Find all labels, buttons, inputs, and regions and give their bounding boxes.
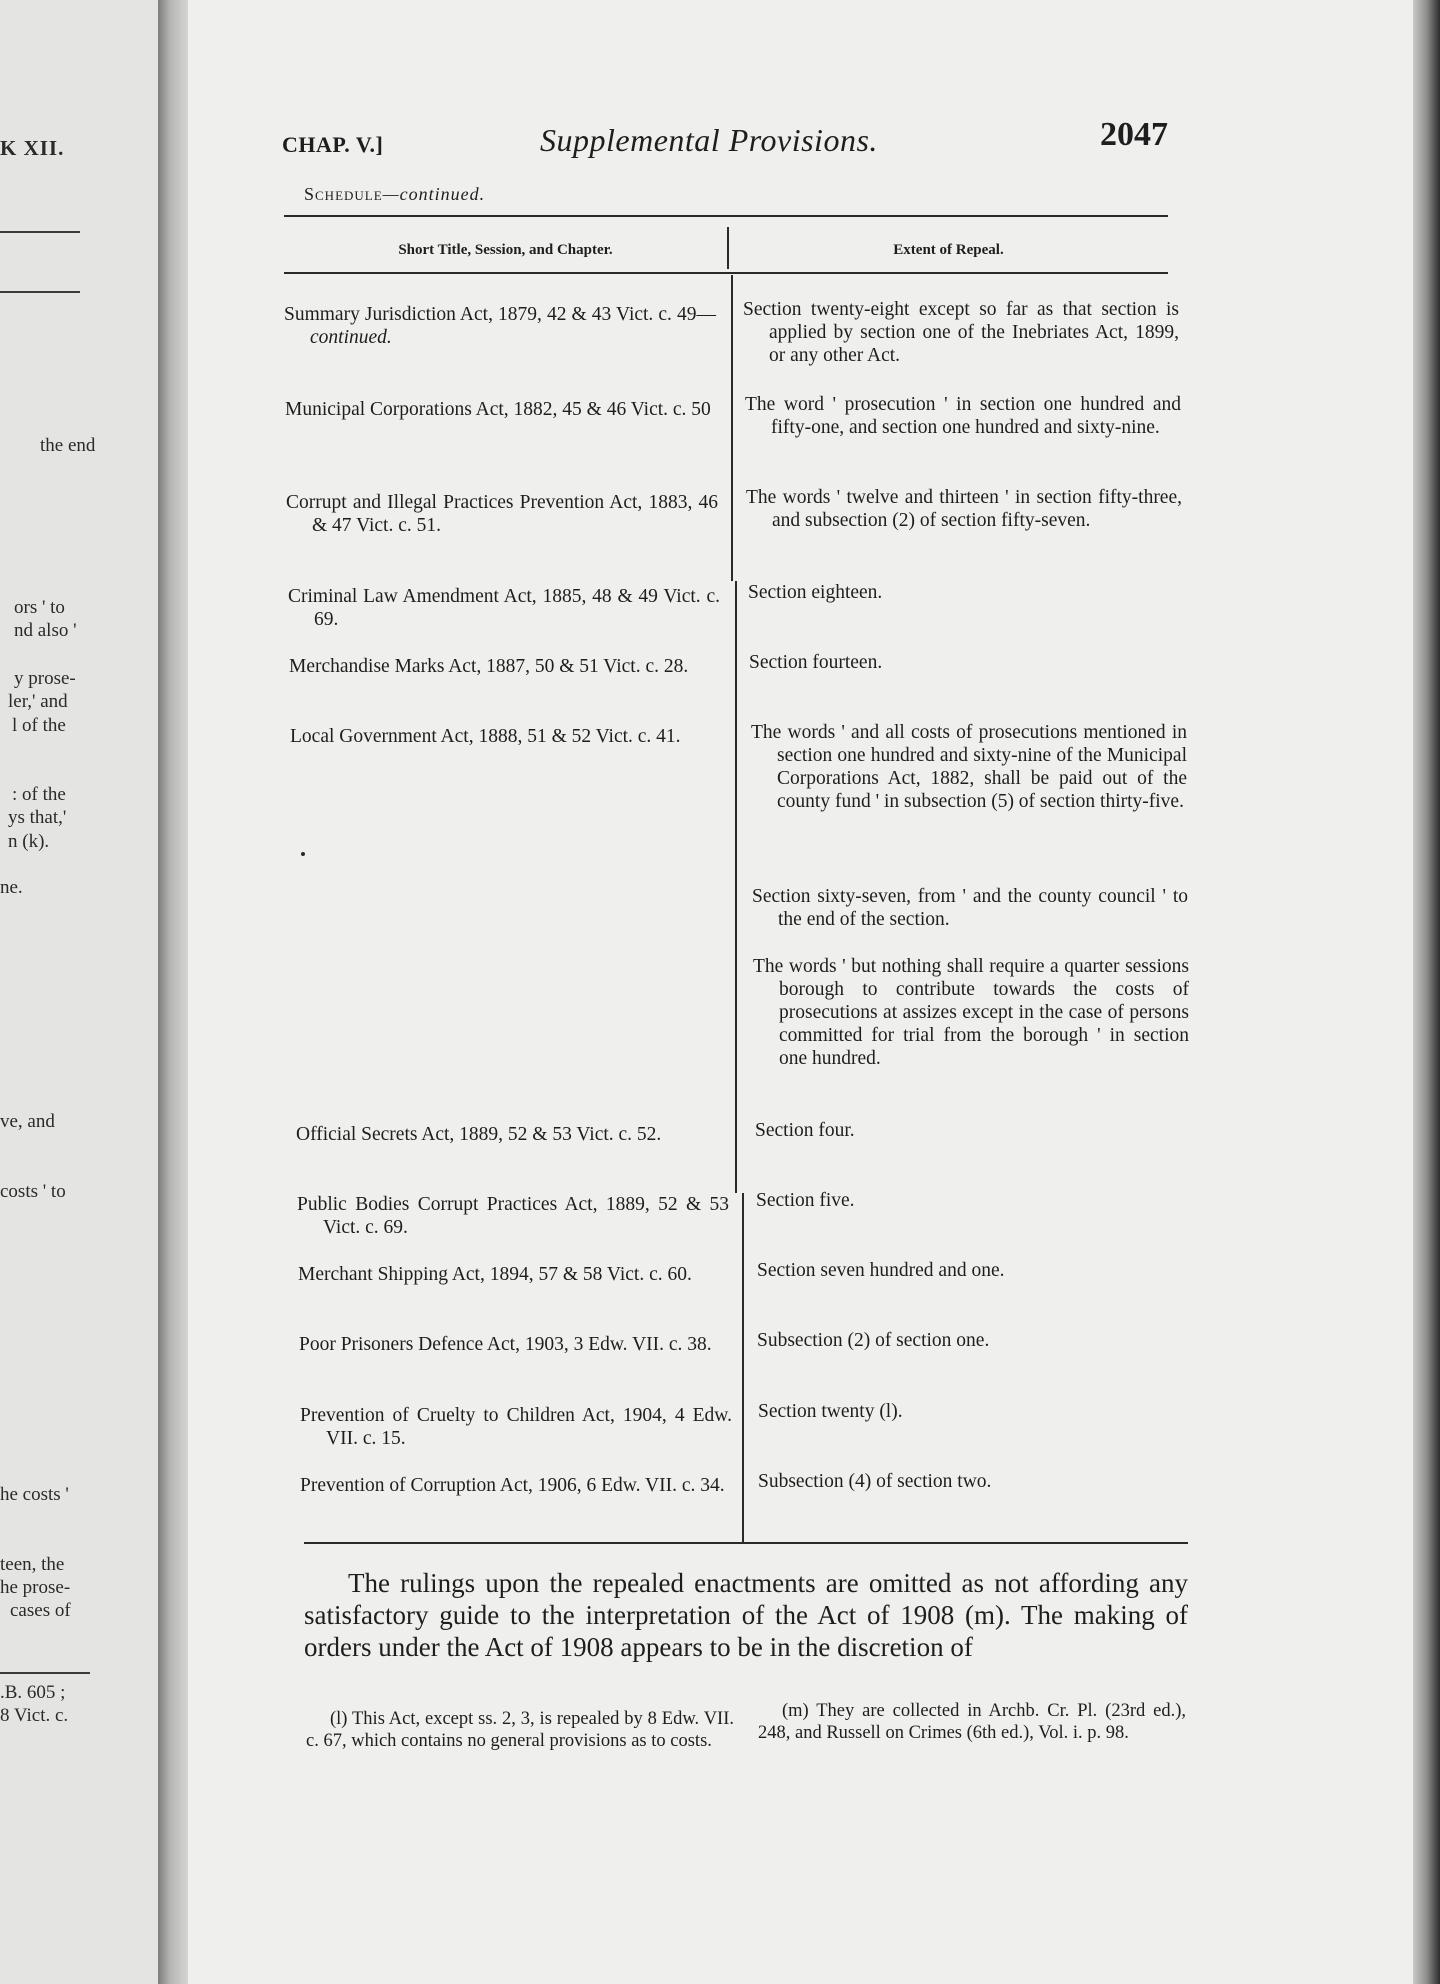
left-page-fragment-line: n (k).: [8, 831, 50, 852]
column-divider: [742, 1193, 744, 1543]
table-row-act: Municipal Corporations Act, 1882, 45 & 46 Vict. c. 50: [285, 399, 711, 420]
table-row-repeal: Section twenty-eight except so far as that section is applied by section one of the Inebriates Act, 1899, or any other Act.: [743, 299, 1179, 366]
table-row-act: Prevention of Cruelty to Children Act, 1904, 4 Edw. VII. c. 15.: [300, 1405, 732, 1449]
table-row-act: Public Bodies Corrupt Practices Act, 1889, 52 & 53 Vict. c. 69.: [297, 1194, 729, 1238]
table-row-repeal: Section eighteen.: [748, 582, 883, 603]
print-mark: [301, 852, 305, 856]
page-edge: [1413, 0, 1440, 1984]
schedule-caption: [304, 184, 485, 205]
left-page-fragment-line: ors ' to: [14, 597, 65, 618]
table-row-repeal: Section five.: [756, 1190, 855, 1211]
left-page-fragment-line: y prose-: [14, 668, 76, 689]
table-row-act: Local Government Act, 1888, 51 & 52 Vict. c. 41.: [290, 726, 681, 747]
left-page-fragment-line: l of the: [12, 715, 66, 736]
left-page-rule: [0, 291, 80, 293]
left-page-fragment: [0, 0, 158, 1984]
left-page-fragment-line: : of the: [12, 784, 66, 805]
table-row-repeal: Subsection (2) of section one.: [757, 1330, 990, 1351]
body-paragraph: The rulings upon the repealed enactments are omitted as not affording any satisfactory guide to the interpretation of the Act of 1908 (m). The making of orders under the Act of 1908 appears to be in the discretion of: [304, 1568, 1188, 1662]
chapter-label: CHAP. V.]: [282, 132, 384, 157]
left-page-fragment-line: 8 Vict. c.: [0, 1705, 69, 1726]
left-page-fragment-line: ne.: [0, 877, 23, 898]
table-row-repeal: Section four.: [755, 1120, 855, 1141]
book-gutter: [158, 0, 188, 1984]
table-row-act: Merchant Shipping Act, 1894, 57 & 58 Vict. c. 60.: [298, 1264, 692, 1285]
table-row-repeal: The word ' prosecution ' in section one hundred and fifty-one, and section one hundred and sixty-nine.: [745, 394, 1181, 438]
left-page-fragment-line: teen, the: [0, 1554, 65, 1575]
table-row-repeal: Section fourteen.: [749, 652, 883, 673]
table-row-act: Merchandise Marks Act, 1887, 50 & 51 Vict. c. 28.: [289, 656, 689, 677]
left-page-fragment-line: he prose-: [0, 1577, 71, 1598]
table-bottom-rule: [304, 1542, 1188, 1544]
table-row-repeal: The words ' but nothing shall require a quarter sessions borough to contribute towards the costs of prosecutions at assizes except in the case of persons committed for trial from the borough ' in section one hundred.: [753, 956, 1189, 1069]
table-row-act: Official Secrets Act, 1889, 52 & 53 Vict. c. 52.: [296, 1124, 662, 1145]
table-row-repeal: The words ' and all costs of prosecutions mentioned in section one hundred and sixty-nine of the Municipal Corporations Act, 1882, shall be paid out of the county fund ' in subsection (5) of section thirty-five.: [751, 722, 1187, 812]
column-divider: [735, 581, 737, 1193]
table-row-repeal: Section twenty (l).: [758, 1401, 903, 1422]
table-row-act: Poor Prisoners Defence Act, 1903, 3 Edw. VII. c. 38.: [299, 1334, 712, 1355]
table-header-rule: [284, 272, 1168, 274]
left-page-rule: [0, 1672, 90, 1674]
table-row-repeal: Section sixty-seven, from ' and the county council ' to the end of the section.: [752, 886, 1188, 930]
left-page-fragment-line: he costs ': [0, 1484, 69, 1505]
left-page-fragment-line: nd also ': [14, 620, 77, 641]
left-page-fragment-line: .B. 605 ;: [0, 1682, 66, 1703]
repeal-schedule-table: [284, 215, 1189, 1550]
left-page-header: K XII.: [0, 136, 65, 160]
footnote-l: (l) This Act, except ss. 2, 3, is repealed by 8 Edw. VII. c. 67, which contains no general provisions as to costs.: [306, 1709, 734, 1751]
left-page-fragment-line: ve, and: [0, 1111, 55, 1132]
left-page-fragment-line: the end: [40, 435, 96, 456]
table-row-act: Summary Jurisdiction Act, 1879, 42 & 43 Vict. c. 49—continued.: [284, 304, 716, 348]
running-title: Supplemental Provisions.: [540, 122, 878, 158]
table-row-act: Prevention of Corruption Act, 1906, 6 Edw. VII. c. 34.: [300, 1475, 725, 1496]
left-page-fragment-line: ys that,': [8, 807, 67, 828]
table-row-repeal: Subsection (4) of section two.: [758, 1471, 992, 1492]
left-page-fragment-line: ler,' and: [8, 691, 68, 712]
page-number: 2047: [1100, 116, 1168, 153]
column-header-title: Short Title, Session, and Chapter.: [398, 242, 613, 258]
column-header-extent: Extent of Repeal.: [893, 242, 1004, 258]
schedule-label: Schedule: [304, 184, 383, 204]
left-page-rule: [0, 231, 80, 233]
schedule-continued: —continued.: [382, 184, 486, 204]
column-divider: [731, 275, 733, 581]
table-row-repeal: The words ' twelve and thirteen ' in section fifty-three, and subsection (2) of section fifty-seven.: [746, 487, 1182, 531]
table-row-repeal: Section seven hundred and one.: [757, 1260, 1005, 1281]
table-row-act: Criminal Law Amendment Act, 1885, 48 & 49 Vict. c. 69.: [288, 586, 720, 630]
footnote-m: (m) They are collected in Archb. Cr. Pl. (23rd ed.), 248, and Russell on Crimes (6th ed.), Vol. i. p. 98.: [758, 1701, 1186, 1743]
table-top-rule: [284, 215, 1168, 217]
left-page-fragment-line: cases of: [10, 1600, 71, 1621]
table-row-act: Corrupt and Illegal Practices Prevention Act, 1883, 46 & 47 Vict. c. 51.: [286, 492, 718, 536]
left-page-fragment-line: costs ' to: [0, 1181, 66, 1202]
